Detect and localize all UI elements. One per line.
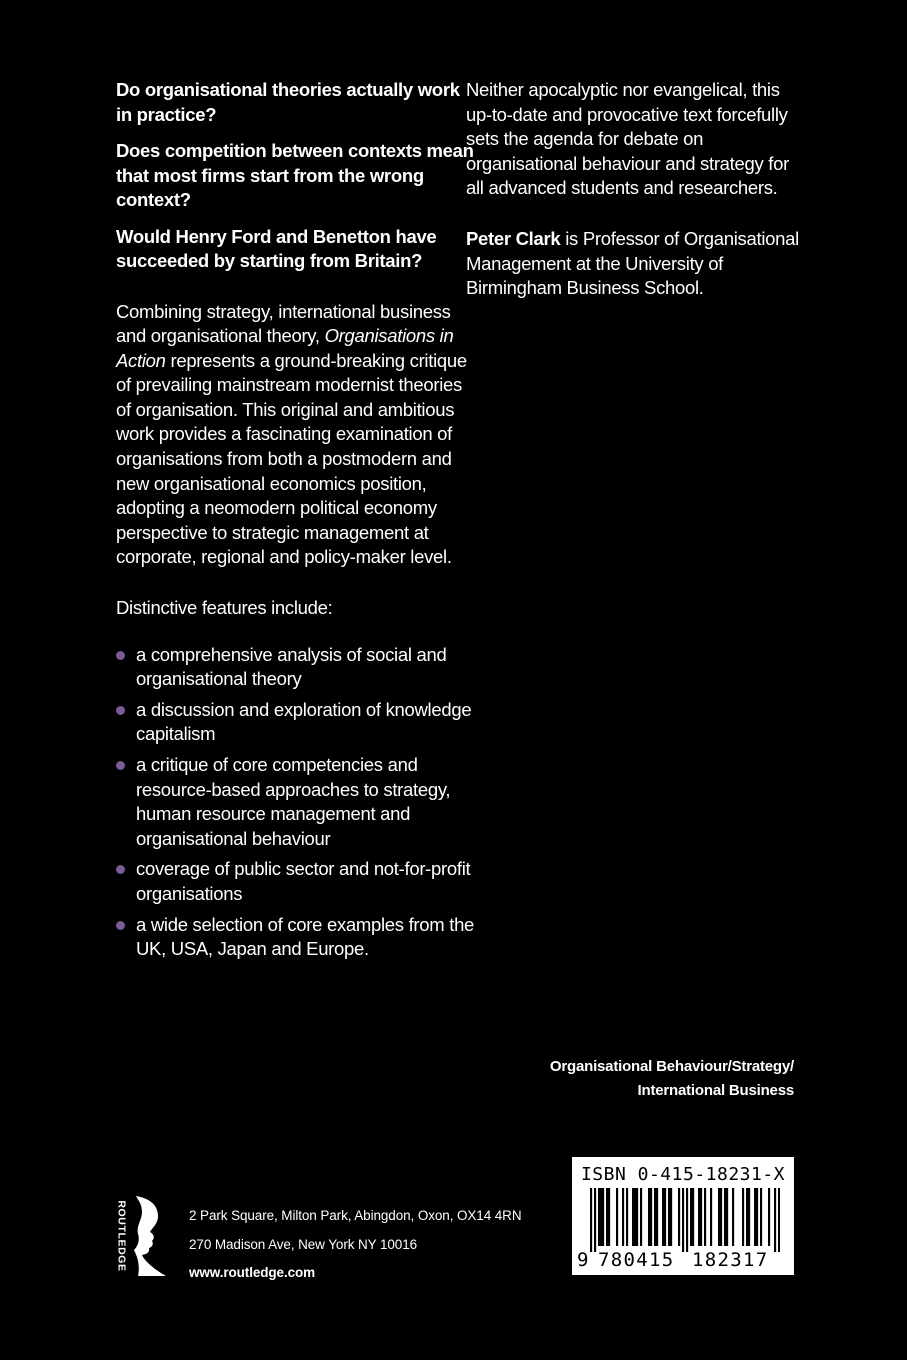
publisher-website: www.routledge.com bbox=[189, 1265, 316, 1280]
feature-text: a critique of core competencies and resource-based approaches to strategy, human resource management and organisational behaviour bbox=[136, 754, 451, 849]
ean-first-digit: 9 bbox=[577, 1249, 589, 1271]
description-body: represents a ground-breaking critique of prevailing mainstream modernist theories of organisation. This original and ambitious work provides a fascinating examination of organisations from both a postmodern and new organisational economics position, adopting a neomodern political economy perspective to strategic management at corporate, regional and policy-maker level. bbox=[116, 349, 467, 568]
barcode-bar bbox=[606, 1188, 608, 1246]
barcode-bar bbox=[656, 1188, 658, 1246]
summary-paragraph: Neither apocalyptic nor evangelical, this up-to-date and provocative text forcefully sets the agenda for debate on organisational behaviour and strategy for all advanced students and researchers. bbox=[466, 79, 789, 199]
barcode-bar bbox=[608, 1188, 610, 1246]
barcode-bar bbox=[602, 1188, 604, 1246]
feature-item bbox=[116, 857, 476, 906]
publisher-logo-text bbox=[114, 1196, 130, 1276]
feature-text: coverage of public sector and not-for-profit organisations bbox=[136, 858, 471, 904]
barcode-bar bbox=[682, 1188, 684, 1252]
barcode-bar bbox=[636, 1188, 638, 1246]
description-paragraph bbox=[116, 300, 476, 571]
barcode-bar bbox=[654, 1188, 656, 1246]
ean-group-2: 182317 bbox=[692, 1249, 769, 1271]
barcode-bar bbox=[632, 1188, 634, 1246]
subject-line-2: International Business bbox=[637, 1082, 794, 1099]
barcode-bar bbox=[768, 1188, 770, 1246]
address-uk: 2 Park Square, Milton Park, Abingdon, Oxon, OX14 4RN bbox=[189, 1208, 522, 1223]
barcode-bar bbox=[698, 1188, 700, 1246]
book-title: Organisations in Action bbox=[116, 325, 454, 371]
question-3: Would Henry Ford and Benetton have succeeded by starting from Britain? bbox=[116, 225, 437, 271]
features-intro: Distinctive features include: bbox=[116, 597, 333, 619]
barcode-bar bbox=[590, 1188, 592, 1252]
bullet-icon bbox=[116, 921, 125, 930]
feature-text: a wide selection of core examples from the UK, USA, Japan and Europe. bbox=[136, 913, 475, 960]
feature-item bbox=[116, 698, 476, 747]
feature-item bbox=[116, 913, 476, 962]
barcode-bar bbox=[670, 1188, 672, 1246]
barcode-bar bbox=[616, 1188, 618, 1246]
barcode-bar bbox=[668, 1188, 670, 1246]
publisher-name: ROUTLEDGE bbox=[116, 1200, 129, 1272]
feature-item bbox=[116, 643, 476, 692]
barcode-bar bbox=[704, 1188, 706, 1246]
barcode-bar bbox=[724, 1188, 726, 1246]
barcode-bar bbox=[774, 1188, 776, 1252]
bullet-icon bbox=[116, 706, 125, 715]
question-1: Do organisational theories actually work in practice? bbox=[116, 79, 460, 125]
bullet-icon bbox=[116, 651, 125, 660]
barcode-bar bbox=[622, 1188, 624, 1246]
question-2: Does competition between contexts mean that most firms start from the wrong context? bbox=[116, 140, 474, 210]
author-bio: is Professor of Organisational Management at the University of Birmingham Business School. bbox=[466, 227, 799, 299]
barcode-bar bbox=[760, 1188, 762, 1246]
feature-item bbox=[116, 753, 476, 851]
barcode-bar bbox=[648, 1188, 650, 1246]
barcode-bar bbox=[598, 1188, 600, 1246]
barcode-bar bbox=[692, 1188, 694, 1246]
barcode-bar bbox=[720, 1188, 722, 1246]
barcode-bar bbox=[600, 1188, 602, 1246]
barcode-bar bbox=[634, 1188, 636, 1246]
author-paragraph bbox=[466, 227, 806, 301]
barcode-bar bbox=[746, 1188, 748, 1246]
barcode-bar bbox=[718, 1188, 720, 1246]
barcode-bar bbox=[686, 1188, 688, 1252]
barcode-bar bbox=[594, 1188, 596, 1252]
feature-text: a discussion and exploration of knowledge capitalism bbox=[136, 698, 472, 745]
barcode-bar bbox=[678, 1188, 680, 1246]
barcode-bar bbox=[710, 1188, 712, 1246]
barcode-bar bbox=[754, 1188, 756, 1246]
barcode-bar bbox=[742, 1188, 744, 1246]
isbn-label: ISBN 0-415-18231-X bbox=[580, 1164, 786, 1185]
subject-category bbox=[550, 1055, 794, 1103]
barcode-bar bbox=[748, 1188, 750, 1246]
barcode-bar bbox=[756, 1188, 758, 1246]
features-list bbox=[116, 643, 476, 962]
barcode-bar bbox=[700, 1188, 702, 1246]
isbn-barcode bbox=[572, 1157, 794, 1275]
bullet-icon bbox=[116, 865, 125, 874]
barcode-bar bbox=[726, 1188, 728, 1246]
barcode-bar bbox=[664, 1188, 666, 1246]
right-column bbox=[466, 78, 806, 301]
description-intro: Combining strategy, international business and organisational theory, bbox=[116, 300, 451, 347]
feature-text: a comprehensive analysis of social and organisational theory bbox=[136, 643, 447, 690]
barcode-bar bbox=[650, 1188, 652, 1246]
barcode-bar bbox=[662, 1188, 664, 1246]
bullet-icon bbox=[116, 761, 125, 770]
barcode-bar bbox=[778, 1188, 780, 1252]
left-column bbox=[116, 78, 476, 968]
address-us: 270 Madison Ave, New York NY 10016 bbox=[189, 1236, 418, 1252]
subject-line-1: Organisational Behaviour/Strategy/ bbox=[549, 1058, 794, 1075]
author-name: Peter Clark bbox=[466, 227, 561, 249]
publisher-address bbox=[189, 1202, 521, 1288]
barcode-bar bbox=[640, 1188, 642, 1246]
ean-group-1: 780415 bbox=[598, 1249, 675, 1271]
barcode-bars-icon bbox=[590, 1188, 780, 1252]
barcode-bar bbox=[732, 1188, 734, 1246]
barcode-bar bbox=[690, 1188, 692, 1246]
barcode-bar bbox=[626, 1188, 628, 1246]
